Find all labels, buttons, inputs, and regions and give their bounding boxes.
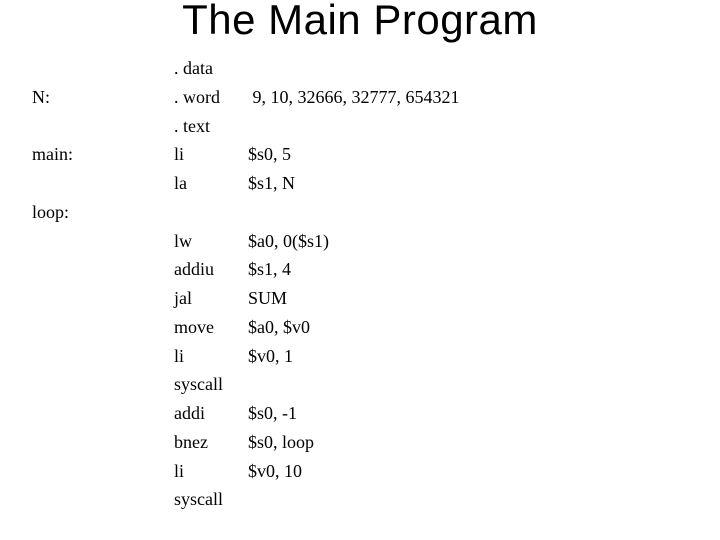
code-label: N: <box>32 86 50 107</box>
code-operands: $s1, 4 <box>248 259 292 280</box>
code-instruction: li <box>174 460 185 481</box>
code-operands: $v0, 10 <box>248 460 302 481</box>
code-label: main: <box>32 144 73 165</box>
code-line <box>0 428 720 457</box>
code-operands: $s0, -1 <box>248 403 297 423</box>
code-instruction: addi <box>174 403 205 423</box>
code-directive: . text <box>174 115 210 136</box>
code-line <box>0 370 720 399</box>
code-line <box>0 169 720 198</box>
code-line <box>0 485 720 514</box>
code-directive: . word <box>174 86 220 107</box>
code-line <box>0 342 720 371</box>
code-operands: SUM <box>248 288 288 308</box>
code-line <box>0 83 720 112</box>
code-instruction: lw <box>174 230 192 251</box>
code-operands: $s1, N <box>248 173 296 193</box>
code-line <box>0 313 720 342</box>
code-instruction: move <box>174 316 214 337</box>
code-line <box>0 399 720 428</box>
code-label: loop: <box>32 201 70 222</box>
code-operands: $v0, 1 <box>248 345 293 366</box>
code-line <box>0 198 720 227</box>
code-line <box>0 227 720 256</box>
code-directive: . data <box>174 58 213 78</box>
code-instruction: syscall <box>174 374 223 395</box>
assembly-listing <box>0 54 720 514</box>
code-operands: $a0, 0($s1) <box>248 230 329 251</box>
code-instruction: addiu <box>174 259 214 280</box>
code-instruction: li <box>174 345 185 366</box>
code-operands: 9, 10, 32666, 32777, 654321 <box>248 86 460 107</box>
code-operands: $s0, 5 <box>248 144 292 165</box>
code-instruction: syscall <box>174 489 223 510</box>
code-line <box>0 140 720 169</box>
code-line <box>0 255 720 284</box>
code-line <box>0 457 720 486</box>
code-operands: $s0, loop <box>248 431 315 452</box>
code-instruction: bnez <box>174 431 208 452</box>
code-instruction: la <box>174 173 187 193</box>
code-instruction: li <box>174 144 185 165</box>
code-operands: $a0, $v0 <box>248 316 310 337</box>
code-line <box>0 284 720 313</box>
code-line <box>0 54 720 83</box>
code-instruction: jal <box>174 288 192 308</box>
code-line <box>0 112 720 141</box>
page-title: The Main Program <box>182 0 538 43</box>
